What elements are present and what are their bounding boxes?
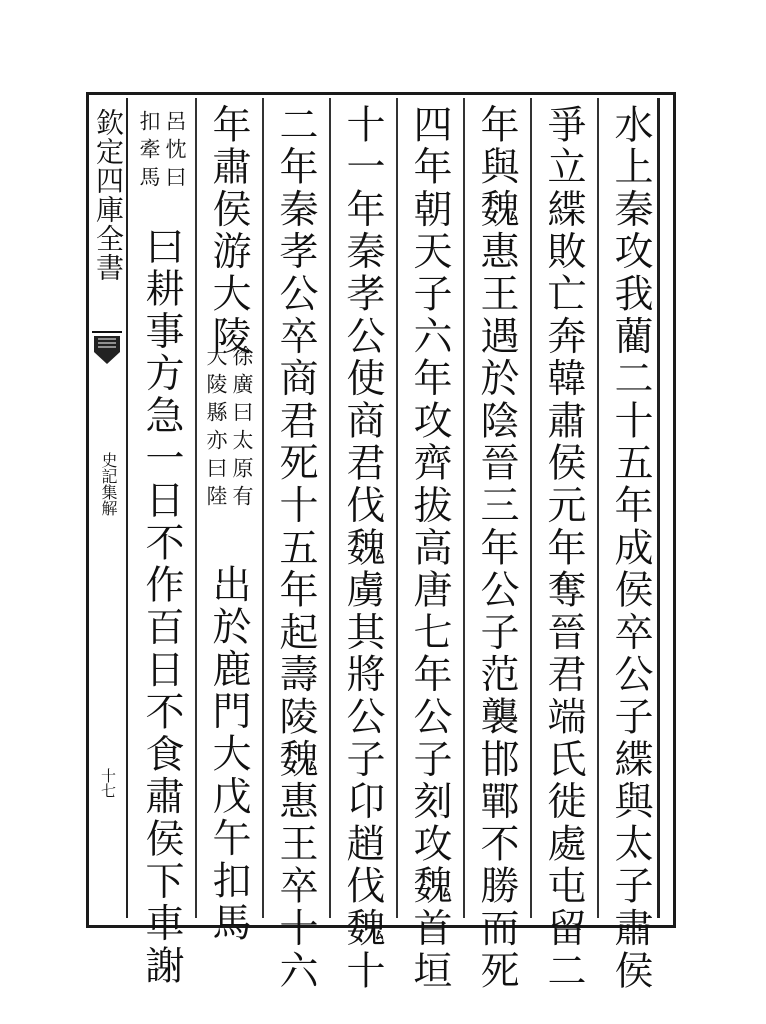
text-column-2: 爭立緤敗亡奔韓肅侯元年奪晉君端氏徙處屯留二 [541, 104, 586, 993]
commentary-note [200, 345, 256, 555]
text-column-1: 水上秦攻我藺二十五年成侯卒公子緤與太子肅侯 [608, 104, 653, 993]
column-rule [262, 98, 264, 918]
section-title: 史記集解 [99, 452, 118, 516]
column-rule [530, 98, 532, 918]
column-rule [329, 98, 331, 918]
text-column-6: 二年秦孝公卒商君死十五年起壽陵魏惠王卒十六 [273, 104, 318, 993]
column-rule [396, 98, 398, 918]
note-line-left: 扣牽馬 [137, 110, 161, 194]
note-line-left: 大陵縣亦曰陸 [204, 345, 228, 513]
text-column-4: 四年朝天子六年攻齊拔高唐七年公子刻攻魏首垣 [407, 104, 452, 993]
note-line-right: 徐廣曰太原有 [230, 345, 254, 513]
book-title: 欽定四庫全書 [92, 108, 125, 282]
commentary-note [133, 110, 189, 220]
main-text: 年肅侯游大陵 [206, 104, 251, 358]
text-column-3: 年與魏惠王遇於陰晉三年公子范襲邯鄲不勝而死 [474, 104, 519, 993]
main-text: 出於鹿門大戊午扣馬 [206, 564, 251, 945]
page-number: 十七 [99, 768, 117, 798]
text-column-5: 十一年秦孝公使商君伐魏虜其將公子卬趙伐魏十 [340, 104, 385, 993]
note-line-right: 呂忱曰 [163, 110, 187, 194]
fishtail-ornament-icon [92, 330, 122, 370]
column-rule [463, 98, 465, 918]
column-rule [195, 98, 197, 918]
main-text: 曰耕事方急一日不作百日不食肅侯下車謝 [139, 226, 184, 988]
column-rule [597, 98, 599, 918]
